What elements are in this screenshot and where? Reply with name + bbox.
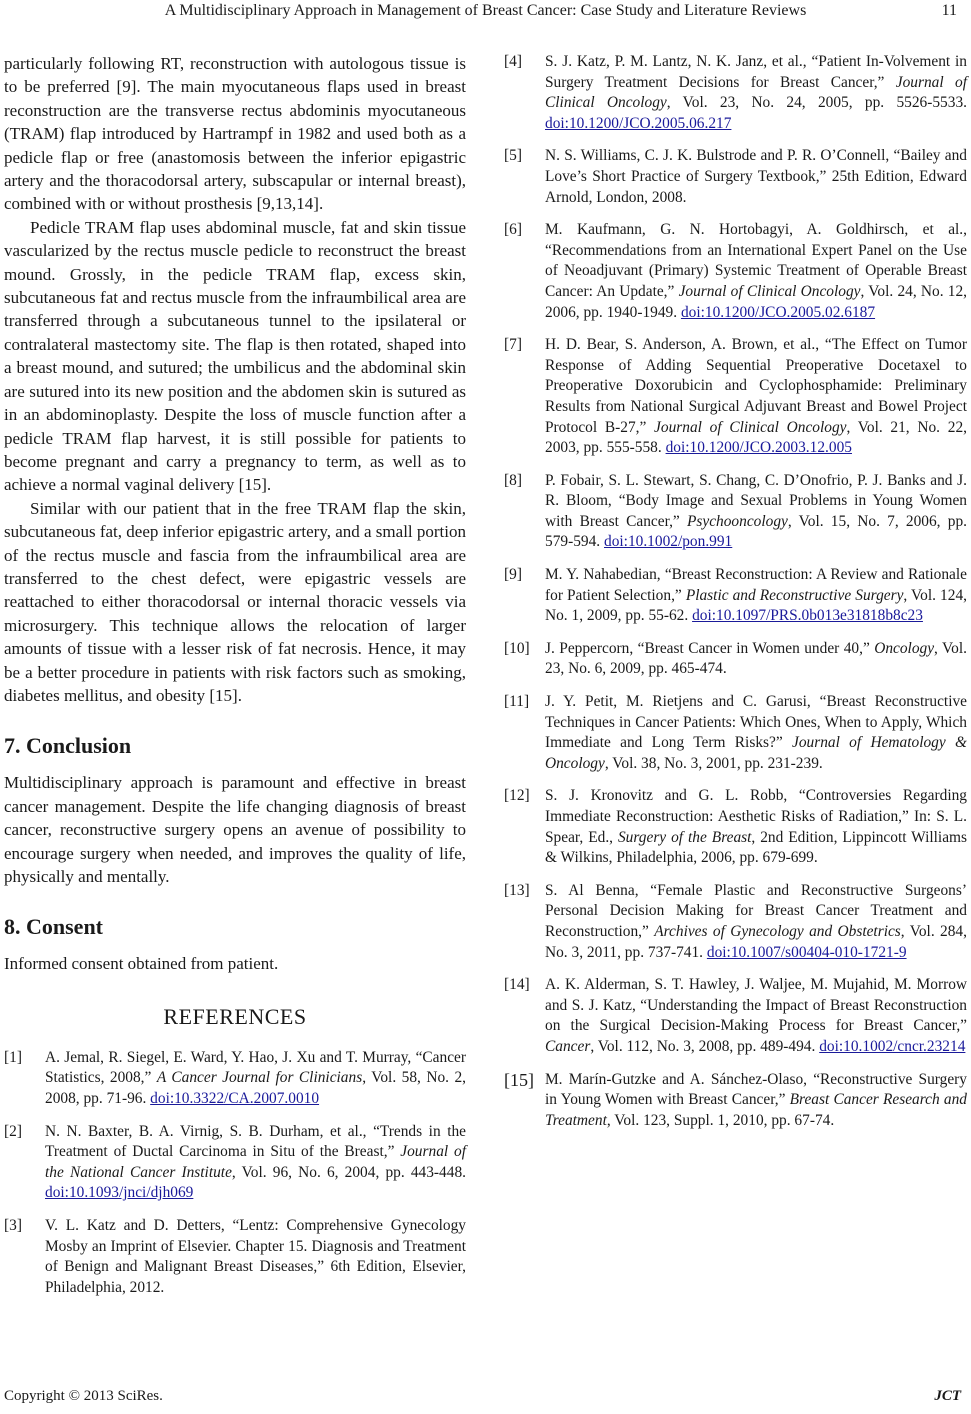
reference-text (545, 335, 967, 459)
reference-number: [14] (504, 976, 530, 994)
reference-details: , Vol. 96, No. 6, 2004, pp. 443-448. (231, 1163, 466, 1181)
reference-authors-title: N. S. Williams, C. J. K. Bulstrode and P. R. O’Connell, “Bailey and Love’s Short Practice of Surgery Textbook,” 25th Edition, Edward Arnold, London, 2008. (545, 147, 967, 206)
reference-details: , Vol. 58, No. 2, 2008, pp. 71-96. (45, 1069, 466, 1107)
doi-link[interactable]: doi:10.1002/cncr.23214 (819, 1037, 966, 1055)
running-title: A Multidisciplinary Approach in Management of Breast Cancer: Case Study and Literature Reviews (164, 2, 807, 19)
doi-link[interactable]: doi:10.1007/s00404-010-1721-9 (706, 943, 907, 961)
reference-details: , Vol. 123, Suppl. 1, 2010, pp. 67-74. (606, 1111, 835, 1129)
reference-number: [8] (504, 471, 522, 489)
reference-authors-title: V. L. Katz and D. Detters, “Lentz: Comprehensive Gynecology Mosby an Imprint of Elsevier. Chapter 15. Diagnosis and Treatment of Benign and Malignant Breast Diseases,” 6th Edition, Elsevier, Philadelphia, 2012. (45, 1216, 466, 1296)
reference-item (504, 881, 967, 963)
reference-item (504, 786, 967, 868)
reference-source: Journal of Hematology & Oncology (545, 734, 967, 772)
reference-authors-title: S. J. Kronovitz and G. L. Robb, “Controversies Regarding Immediate Reconstruction: Aesthetic Risks of Radiation,” In: S. L. Spear, Ed., (545, 787, 967, 846)
doi-link[interactable]: doi:10.3322/CA.2007.0010 (150, 1090, 320, 1107)
reference-authors-title: J. Y. Petit, M. Rietjens and C. Garusi, “Breast Reconstructive Techniques in Cancer Patients: Which Ones, When to Apply, Which Immediate and Long Term Risks?” (545, 693, 967, 752)
left-column (4, 52, 466, 1310)
journal-abbreviation: JCT (934, 1388, 961, 1404)
reference-text (545, 146, 967, 208)
reference-item (504, 146, 967, 208)
reference-source: Psychooncology (686, 512, 788, 530)
reference-source: Journal of Clinical Oncology (678, 282, 861, 300)
reference-source: Oncology (874, 639, 935, 657)
reference-details: , Vol. 23, No. 24, 2005, pp. 5526-5533. (666, 94, 967, 112)
reference-details: , Vol. 124, No. 1, 2009, pp. 55-62. (545, 586, 967, 625)
reference-authors-title: P. Fobair, S. L. Stewart, S. Chang, C. D’Onofrio, P. J. Banks and J. R. Bloom, “Body Image and Sexual Problems in Young Women with Breast Cancer,” (545, 471, 967, 530)
reference-text (545, 692, 967, 774)
reference-text (45, 1048, 466, 1110)
reference-source: A Cancer Journal for Clinicians (156, 1069, 363, 1087)
reference-authors-title: J. Peppercorn, “Breast Cancer in Women under 40,” (545, 639, 875, 657)
reference-item (504, 335, 967, 459)
reference-text (545, 565, 967, 627)
reference-number: [2] (4, 1122, 22, 1140)
reference-authors-title: M. Kaufmann, G. N. Hortobagyi, A. Goldhirsch, et al., “Recommendations from an International Expert Panel on the Use of Neoadjuvant (Primary) Systemic Treatment of Operable Breast Cancer: An Update,” (545, 221, 967, 300)
reference-details: , Vol. 23, No. 6, 2009, pp. 465-474. (545, 639, 967, 678)
reference-source: Surgery of the Breast (617, 828, 752, 846)
section-heading-consent: 8. Consent (4, 914, 104, 940)
reference-authors-title: H. D. Bear, S. Anderson, A. Brown, et al., “The Effect on Tumor Response of Adding Sequential Preoperative Docetaxel to Preoperative Doxorubicin and Cyclophosphamide: Preliminary Results from National Surgical Adjuvant Breast and Bowel Project Protocol B-27,” (545, 336, 967, 436)
reference-source: Journal of Clinical Oncology (545, 73, 967, 112)
reference-authors-title: M. Marín-Gutzke and A. Sánchez-Olaso, “Reconstructive Surgery in Young Women with Breast Cancer,” (545, 1070, 967, 1109)
doi-link[interactable]: doi:10.1200/JCO.2005.06.217 (545, 114, 732, 132)
doi-link[interactable]: doi:10.1002/pon.991 (604, 533, 733, 551)
reference-number: [12] (504, 787, 530, 805)
reference-authors-title: S. J. Katz, P. M. Lantz, N. K. Janz, et al., “Patient In-Volvement in Surgery Treatment Decisions for Breast Cancer,” (545, 53, 967, 91)
reference-item (504, 692, 967, 774)
reference-number: [4] (504, 53, 522, 70)
reference-list-left (4, 1048, 466, 1299)
reference-item (504, 1070, 967, 1132)
reference-authors-title: N. N. Baxter, B. A. Virnig, S. B. Durham, et al., “Trends in the Treatment of Ductal Carcinoma in Situ of the Breast,” (45, 1122, 466, 1161)
reference-details: , Vol. 284, No. 3, 2011, pp. 737-741. (545, 922, 967, 961)
doi-link[interactable]: doi:10.1097/PRS.0b013e31818b8c23 (692, 607, 923, 625)
reference-text (545, 52, 967, 134)
reference-number: [5] (504, 147, 522, 165)
reference-details: , Vol. 15, No. 7, 2006, pp. 579-594. (545, 512, 967, 551)
reference-item (504, 471, 967, 553)
reference-details: , 2nd Edition, Lippincott Williams & Wilkins, Philadelphia, 2006, pp. 679-699. (545, 828, 967, 867)
reference-text (545, 786, 967, 868)
reference-text (545, 220, 967, 323)
reference-authors-title: M. Y. Nahabedian, “Breast Reconstruction: A Review and Rationale for Patient Selection,” (545, 566, 967, 604)
reference-authors-title: S. Al Benna, “Female Plastic and Reconstructive Surgeons’ Personal Decision Making for Breast Cancer Treatment and Reconstruction,” (545, 881, 967, 940)
section-heading-conclusion: 7. Conclusion (4, 733, 132, 759)
reference-source: Journal of Clinical Oncology (654, 418, 847, 436)
reference-text (545, 639, 967, 680)
reference-item (504, 975, 967, 1057)
reference-number: [3] (4, 1216, 22, 1234)
reference-details: , Vol. 112, No. 3, 2008, pp. 489-494. (590, 1037, 820, 1055)
body-paragraph: Similar with our patient that in the free TRAM flap the skin, subcutaneous fat, deep inferior epigastric artery, and a small portion of the rectus muscle and fascia from the infraumbilical area are transferred to the chest defect, were epigastric vessels are reattached to either thoracodorsal or internal thoracic vessels via microsurgery. This technique allows the relocation of larger amounts of tissue with a lesser risk of fat necrosis. Hence, it may be a better procedure in patients with risk factors such as smoking, diabetes mellitus, and obesity [15]. (4, 498, 466, 705)
reference-text (545, 975, 967, 1057)
reference-number: [13] (504, 881, 530, 899)
doi-link[interactable]: doi:10.1200/JCO.2005.02.6187 (680, 303, 876, 321)
reference-source: Archives of Gynecology and Obstetrics (654, 922, 901, 940)
page-number: 11 (941, 2, 957, 19)
reference-number: [11] (504, 693, 530, 711)
reference-list-right (504, 52, 967, 1143)
reference-number: [15] (504, 1069, 534, 1090)
doi-link[interactable]: doi:10.1093/jnci/djh069 (45, 1184, 194, 1202)
reference-item (504, 220, 967, 323)
page-header (0, 0, 971, 24)
reference-details: , Vol. 38, No. 3, 2001, pp. 231-239. (604, 754, 823, 772)
reference-authors-title: A. K. Alderman, S. T. Hawley, J. Waljee, M. Mujahid, M. Morrow and S. J. Katz, “Understanding the Impact of Breast Reconstruction on the Surgical Decision-Making Process for Breast Cancer,” (545, 976, 967, 1035)
consent-text: Informed consent obtained from patient. (4, 954, 279, 974)
reference-source: Breast Cancer Research and Treatment (545, 1091, 967, 1129)
conclusion-text: Multidisciplinary approach is paramount and effective in breast cancer management. Despite the life changing diagnosis of breast cancer, reconstructive surgery opens an avenue of possibility to encourage surgery when needed, and improves the quality of life, physically and mentally. (4, 773, 466, 886)
reference-number: [10] (504, 639, 530, 657)
reference-text (545, 471, 967, 553)
reference-text (545, 881, 967, 963)
reference-text (545, 1070, 967, 1132)
reference-item (4, 1216, 466, 1298)
reference-number: [1] (4, 1048, 22, 1066)
reference-number: [6] (504, 221, 522, 239)
reference-authors-title: A. Jemal, R. Siegel, E. Ward, Y. Hao, J. Xu and T. Murray, “Cancer Statistics, 2008,” (45, 1048, 466, 1087)
doi-link[interactable]: doi:10.1200/JCO.2003.12.005 (665, 439, 852, 457)
reference-source: Cancer (545, 1037, 591, 1055)
references-heading: REFERENCES (163, 1003, 307, 1029)
reference-text (45, 1216, 466, 1298)
body-paragraph: Pedicle TRAM flap uses abdominal muscle, fat and skin tissue vascularized by the rectus muscle pedicle to reconstruct the breast mound. Grossly, in the pedicle TRAM flap, excess skin, subcutaneous fat and rectus muscle from the infraumbilical area are transferred through a subcutaneous tunnel to the ipsilateral or contralateral mastectomy site. The flap is then rotated, shaped into a breast mound, and sutured; the umbilicus and the abdominal skin are sutured into its new position and the abdomen skin is sutured as in an abdominoplasty. Despite the loss of muscle function after a pedicle TRAM flap harvest, it is still possible for patients to become pregnant and carry a pregnancy to term, as well as to achieve a normal vaginal delivery [15]. (4, 217, 466, 495)
copyright-notice: Copyright © 2013 SciRes. (4, 1388, 163, 1404)
reference-item (4, 1048, 466, 1110)
reference-number: [7] (504, 336, 522, 354)
reference-item (4, 1122, 466, 1204)
reference-source: Journal of the National Cancer Institute (45, 1143, 466, 1181)
reference-item (504, 565, 967, 627)
reference-number: [9] (504, 566, 522, 584)
reference-details: , Vol. 24, No. 12, 2006, pp. 1940-1949. (545, 282, 967, 321)
reference-item (504, 639, 967, 680)
reference-source: Plastic and Reconstructive Surgery (685, 586, 904, 604)
body-paragraph: particularly following RT, reconstruction with autologous tissue is to be preferred [9]. The main myocutaneous flaps used in breast reconstruction are the transverse rectus abdominis myocutaneous (TRAM) flap introduced by Hartrampf in 1982 and used both as a pedicle flap or free (anastomosis between the inferior epigastric artery and the thoracodorsal artery, subscapular or internal breast), combined with or without prosthesis [9,13,14]. (4, 54, 466, 214)
reference-details: , Vol. 21, No. 22, 2003, pp. 555-558. (545, 418, 967, 457)
page-footer (4, 1388, 961, 1405)
reference-text (45, 1122, 466, 1204)
reference-item (504, 52, 967, 134)
